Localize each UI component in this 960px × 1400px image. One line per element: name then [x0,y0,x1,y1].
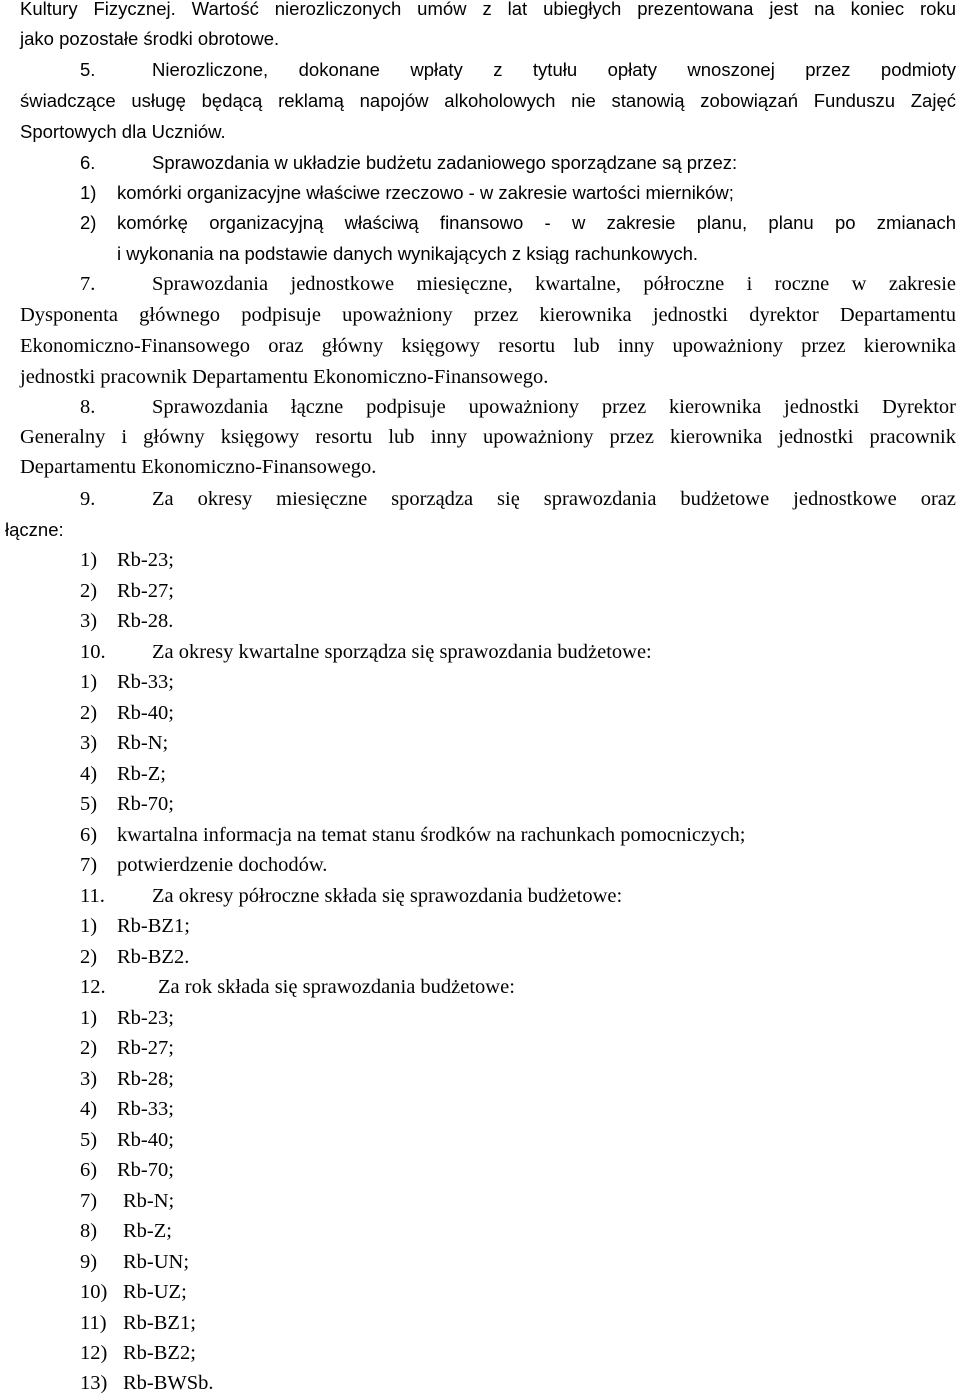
list-item-number: 5) [80,1129,98,1151]
paragraph-7-line-3: Ekonomiczno-Finansowego oraz główny księgowy resortu lub inny upoważniony przez kierownika [20,335,956,357]
list-item-text: Rb-23; [117,1007,174,1029]
list-item-number: 7) [80,1190,98,1212]
list-item-number: 1) [80,671,98,693]
list-item [80,1155,956,1185]
list-item-number: 6) [80,824,98,846]
paragraph-12-heading [80,972,956,1002]
list-item [80,1216,956,1246]
list-item [80,698,956,728]
paragraph-6-text: Sprawozdania w układzie budżetu zadaniowego sporządzane są przez: [152,152,738,173]
list-item-text: Rb-N; [117,732,169,754]
list-item-text: Rb-BZ2. [117,946,190,968]
list-item-number: 6) [80,1159,98,1181]
list-item-text: Rb-70; [117,1159,174,1181]
list-item-number: 4) [80,1098,98,1120]
list-item-text: Rb-BWSb. [123,1372,214,1394]
list-item-text: Rb-40; [117,1129,174,1151]
list-item-text: Rb-28; [117,1068,174,1090]
list-item-number: 3) [80,732,98,754]
paragraph-5-line-3: Sportowych dla Uczniów. [20,121,226,142]
list-item-text: Rb-BZ2; [123,1342,196,1364]
paragraph-5-number: 5. [80,59,96,80]
list-item [80,667,956,697]
list-item-number: 8) [80,1220,98,1242]
list-item [80,1368,956,1398]
list-item-text: Rb-BZ1; [123,1312,196,1334]
paragraph-6-item-2-cont: i wykonania na podstawie danych wynikających z ksiąg rachunkowych. [117,243,698,264]
paragraph-9-line-1 [80,484,956,514]
list-item-text: komórki organizacyjne właściwe rzeczowo - w zakresie wartości mierników; [117,182,734,203]
paragraph-8-number: 8. [80,396,96,418]
paragraph-10-heading [80,637,956,667]
list-item-text: komórkę organizacyjną właściwą finansowo - w zakresie planu, planu po zmianach [117,212,956,233]
paragraph-8-line-2: Generalny i główny księgowy resortu lub inny upoważniony przez kierownika jednostki pracownik [20,426,956,448]
list-item [80,1003,956,1033]
list-item [80,606,956,636]
list-item-number: 2) [80,702,98,724]
paragraph-10-text: Za okresy kwartalne sporządza się sprawozdania budżetowe: [152,641,652,663]
paragraph-5-text: Nierozliczone, dokonane wpłaty z tytułu opłaty wnoszonej przez podmioty [152,59,956,80]
list-item-text: Rb-BZ1; [117,915,190,937]
list-item-text: Rb-27; [117,580,174,602]
paragraph-7-number: 7. [80,273,96,295]
list-item [80,545,956,575]
paragraph-9-number: 9. [80,488,96,510]
list-item-number: 3) [80,610,98,632]
list-item [80,789,956,819]
list-item-number: 12) [80,1342,108,1364]
paragraph-7-line-1 [80,269,956,299]
paragraph-8-text: Sprawozdania łączne podpisuje upoważniony przez kierownika jednostki Dyrektor [152,396,956,418]
paragraph-11-number: 11. [80,885,105,907]
list-item-number: 2) [80,580,98,602]
list-item-number: 2) [80,212,97,233]
list-item [80,820,956,850]
list-item [80,911,956,941]
paragraph-6-heading [80,148,956,178]
paragraph-9-text: Za okresy miesięczne sporządza się sprawozdania budżetowe jednostkowe oraz [152,488,956,510]
list-item-text: Rb-Z; [117,763,166,785]
paragraph-7-text: Sprawozdania jednostkowe miesięczne, kwartalne, półroczne i roczne w zakresie [152,273,956,295]
paragraph-11-text: Za okresy półroczne składa się sprawozdania budżetowe: [152,885,623,907]
paragraph-7-line-2: Dysponenta głównego podpisuje upoważniony przez kierownika jednostki dyrektor Departamentu [20,304,956,326]
top-line-1: Kultury Fizycznej. Wartość nierozliczonych umów z lat ubiegłych prezentowana jest na koniec roku [20,0,956,19]
list-item [80,1247,956,1277]
list-item-text: Rb-27; [117,1037,174,1059]
list-item [80,1186,956,1216]
paragraph-12-number: 12. [80,976,106,998]
paragraph-9-line-2: łączne: [5,519,64,540]
paragraph-5-line-2: świadczące usługę będącą reklamą napojów alkoholowych nie stanowią zobowiązań Funduszu Zajęć [20,90,956,111]
list-item-number: 4) [80,763,98,785]
list-item-number: 3) [80,1068,98,1090]
list-item-text: potwierdzenie dochodów. [117,854,328,876]
list-item-number: 13) [80,1372,108,1394]
paragraph-6-number: 6. [80,152,96,173]
list-item-number: 5) [80,793,98,815]
list-item-number: 2) [80,946,98,968]
paragraph-5-line-1 [80,55,956,85]
paragraph-12-text: Za rok składa się sprawozdania budżetowe: [158,976,515,998]
list-item [80,1094,956,1124]
list-item [80,1338,956,1368]
list-item-number: 11) [80,1312,107,1334]
list-item [80,576,956,606]
list-item-number: 1) [80,1007,98,1029]
paragraph-8-line-3: Departamentu Ekonomiczno-Finansowego. [20,456,377,478]
list-item-number: 1) [80,549,98,571]
list-item-number: 1) [80,915,98,937]
paragraph-8-line-1 [80,392,956,422]
list-item-text: Rb-UN; [123,1251,190,1273]
list-item-number: 7) [80,854,98,876]
list-item [80,1125,956,1155]
list-item-number: 10) [80,1281,108,1303]
list-item [80,850,956,880]
list-item-text: Rb-28. [117,610,174,632]
list-item-text: Rb-23; [117,549,174,571]
list-item-text: Rb-40; [117,702,174,724]
paragraph-6-item-1 [80,178,956,208]
list-item-number: 9) [80,1251,98,1273]
list-item [80,1033,956,1063]
list-item [80,1277,956,1307]
list-item-text: Rb-70; [117,793,174,815]
list-item-text: Rb-33; [117,1098,174,1120]
paragraph-6-item-2 [80,208,956,238]
paragraph-7-line-4: jednostki pracownik Departamentu Ekonomiczno-Finansowego. [20,366,549,388]
list-item [80,1064,956,1094]
list-item-text: Rb-N; [123,1190,175,1212]
list-item [80,942,956,972]
top-line-2: jako pozostałe środki obrotowe. [20,28,280,49]
list-item-text: kwartalna informacja na temat stanu środków na rachunkach pomocniczych; [117,824,746,846]
list-item [80,759,956,789]
list-item-number: 2) [80,1037,98,1059]
list-item-text: Rb-UZ; [123,1281,187,1303]
list-item-text: Rb-Z; [123,1220,172,1242]
list-item-text: Rb-33; [117,671,174,693]
list-item [80,728,956,758]
list-item-number: 1) [80,182,97,203]
paragraph-11-heading [80,881,956,911]
paragraph-10-number: 10. [80,641,106,663]
list-item [80,1308,956,1338]
